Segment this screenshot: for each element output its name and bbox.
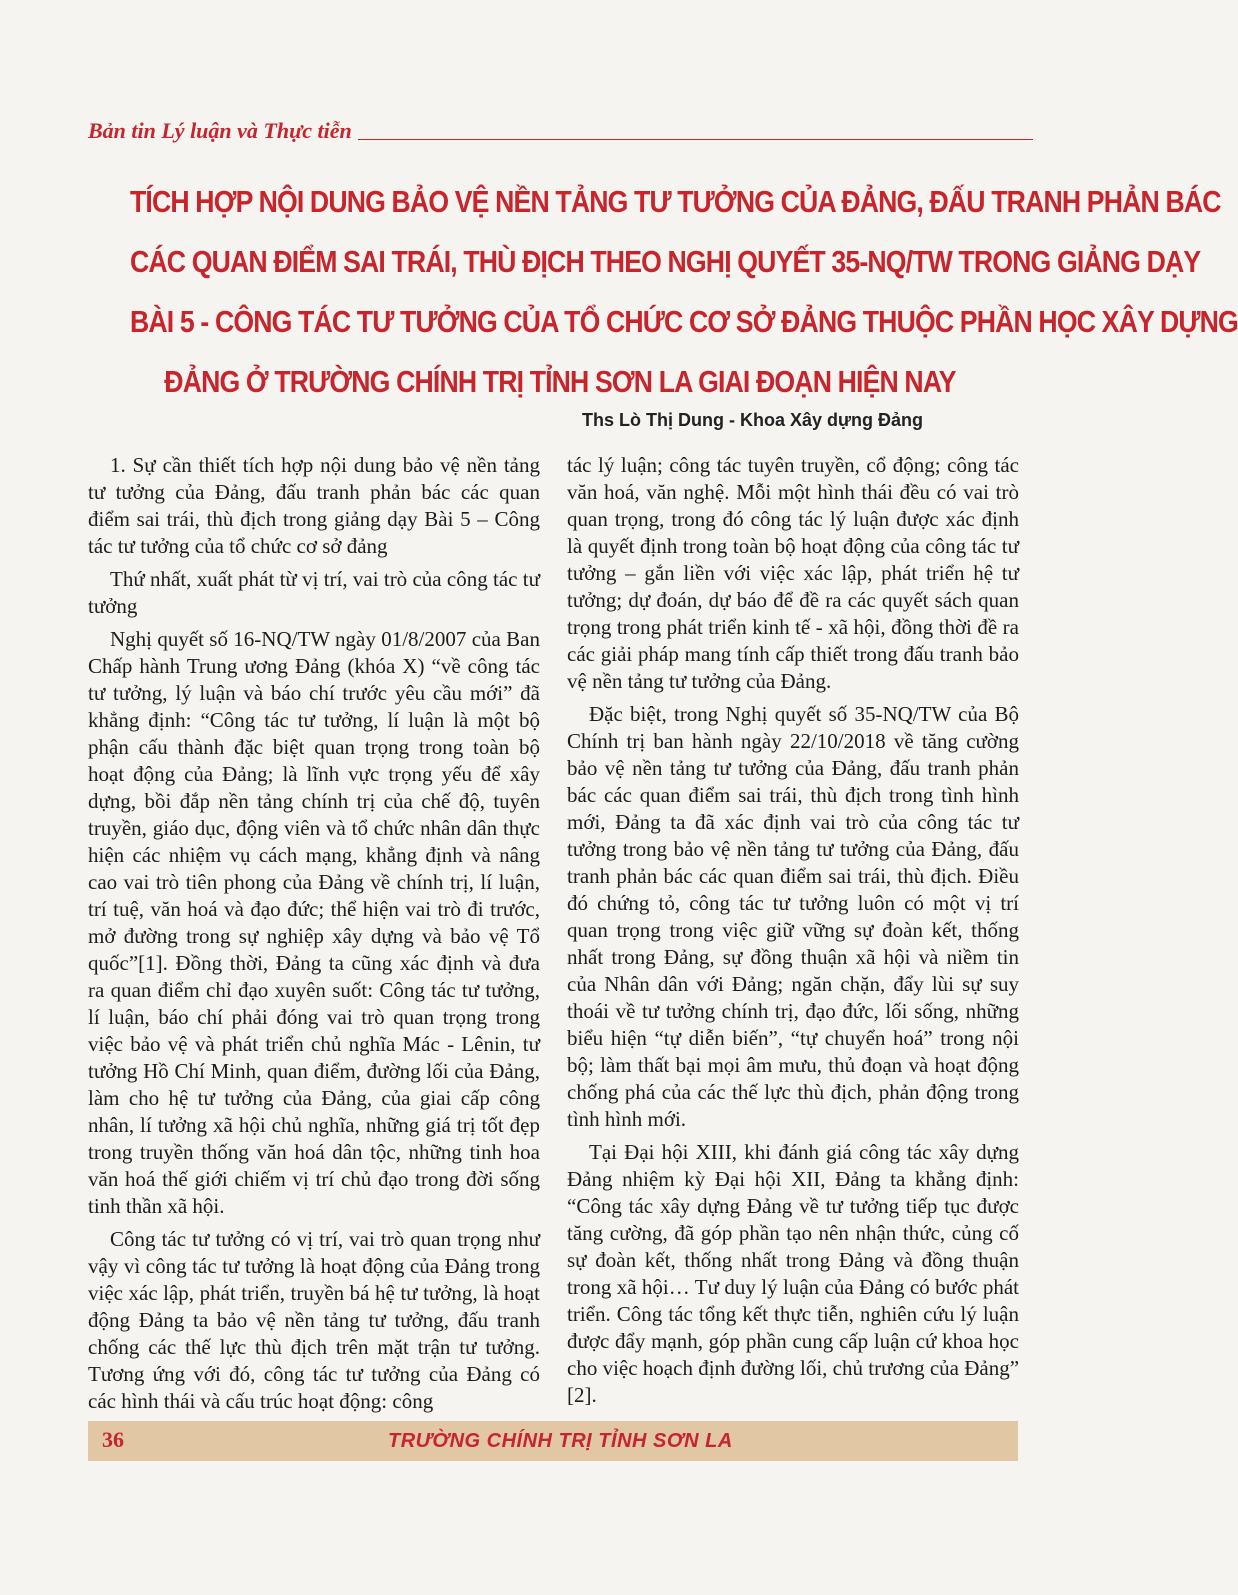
- page-header: [88, 118, 1033, 144]
- section-heading: 1. Sự cần thiết tích hợp nội dung bảo vệ nền tảng tư tưởng của Đảng, đấu tranh phản bác các quan điểm sai trái, thù địch trong giảng dạy Bài 5 – Công tác tư tưởng của tổ chức cơ sở đảng: [88, 453, 540, 558]
- body-paragraph: Nghị quyết số 16-NQ/TW ngày 01/8/2007 của Ban Chấp hành Trung ương Đảng (khóa X) “về công tác tư tưởng, lý luận và báo chí trước yêu cầu mới” đã khẳng định: “Công tác tư tưởng, lí luận là một bộ phận cấu thành đặc biệt quan trọng trong toàn bộ hoạt động của Đảng; là lĩnh vực trọng yếu để xây dựng, bồi đắp nền tảng chính trị của chế độ, tuyên truyền, giáo dục, động viên và tổ chức nhân dân thực hiện các nhiệm vụ cách mạng, khẳng định và nâng cao vai trò tiên phong của Đảng về chính trị, lí luận, trí tuệ, văn hoá và đạo đức; thể hiện vai trò đi trước, mở đường trong sự nghiệp xây dựng và bảo vệ Tổ quốc”[1]. Đồng thời, Đảng ta cũng xác định và đưa ra quan điểm chỉ đạo xuyên suốt: Công tác tư tưởng, lí luận, báo chí phải đóng vai trò quan trọng trong việc bảo vệ và phát triển chủ nghĩa Mác - Lênin, tư tưởng Hồ Chí Minh, quan điểm, đường lối của Đảng, làm cho hệ tư tưởng của Đảng, của giai cấp công nhân, lí tưởng xã hội chủ nghĩa, những giá trị tốt đẹp trong truyền thống văn hoá dân tộc, những tinh hoa văn hoá thế giới chiếm vị trí chủ đạo trong đời sống tinh thần xã hội.: [88, 627, 540, 1218]
- page-footer: [88, 1421, 1018, 1461]
- title-line: BÀI 5 - CÔNG TÁC TƯ TƯỞNG CỦA TỔ CHỨC CƠ SỞ ĐẢNG THUỘC PHẦN HỌC XÂY DỰNG: [130, 304, 1238, 339]
- body-paragraph: Công tác tư tưởng có vị trí, vai trò quan trọng như vậy vì công tác tư tưởng là hoạt động của Đảng trong việc xác lập, phát triển, truyền bá hệ tư tưởng, là hoạt động Đảng ta bảo vệ nền tảng tư tưởng, đấu tranh chống các thế lực thù địch trên mặt trận tư tưởng. Tương ứng với đó, công tác tư tưởng của Đảng có các hình thái và cấu trúc hoạt động: công: [88, 1227, 540, 1413]
- right-column: [567, 452, 1019, 1415]
- left-column: [88, 452, 540, 1421]
- body-paragraph: Đặc biệt, trong Nghị quyết số 35-NQ/TW của Bộ Chính trị ban hành ngày 22/10/2018 về tăng cường bảo vệ nền tảng tư tưởng của Đảng, đấu tranh phản bác các quan điểm sai trái, thù địch trong tình hình mới, Đảng ta đã xác định vai trò của công tác tư tưởng trong bảo vệ nền tảng tư tưởng của Đảng, đấu tranh phản bác các quan điểm sai trái, thù địch. Điều đó chứng tỏ, công tác tư tưởng luôn có một vị trí quan trọng trong việc giữ vững sự đoàn kết, thống nhất trong Đảng, sự đồng thuận xã hội và niềm tin của Nhân dân với Đảng; ngăn chặn, đẩy lùi sự suy thoái về tư tưởng chính trị, đạo đức, lối sống, những biểu hiện “tự diễn biến”, “tự chuyển hoá” trong nội bộ; làm thất bại mọi âm mưu, thủ đoạn và hoạt động chống phá của các thế lực thù địch, phản động trong tình hình mới.: [567, 702, 1019, 1131]
- publisher-name: TRƯỜNG CHÍNH TRỊ TỈNH SƠN LA: [388, 1430, 733, 1452]
- article-author: Ths Lò Thị Dung - Khoa Xây dựng Đảng: [581, 410, 923, 430]
- title-line: CÁC QUAN ĐIỂM SAI TRÁI, THÙ ĐỊCH THEO NGHỊ QUYẾT 35-NQ/TW TRONG GIẢNG DẠY: [130, 244, 1201, 279]
- page-number: 36: [102, 1427, 124, 1452]
- header-rule: [358, 139, 1033, 140]
- title-line: TÍCH HỢP NỘI DUNG BẢO VỆ NỀN TẢNG TƯ TƯỞNG CỦA ĐẢNG, ĐẤU TRANH PHẢN BÁC: [130, 184, 1221, 219]
- subsection-heading: Thứ nhất, xuất phát từ vị trí, vai trò của công tác tư tưởng: [88, 567, 540, 618]
- title-line: ĐẢNG Ở TRƯỜNG CHÍNH TRỊ TỈNH SƠN LA GIAI ĐOẠN HIỆN NAY: [164, 364, 956, 399]
- body-paragraph-continued: tác lý luận; công tác tuyên truyền, cổ động; công tác văn hoá, văn nghệ. Mỗi một hình thái đều có vai trò quan trọng, trong đó công tác lý luận được xác định là quyết định trong toàn bộ hoạt động của công tác tư tưởng – gắn liền với việc xác lập, phát triển hệ tư tưởng; dự đoán, dự báo để đề ra các quyết sách quan trọng trong phát triển kinh tế - xã hội, đồng thời đề ra các giải pháp mang tính cấp thiết trong đấu tranh bảo vệ nền tảng tư tưởng của Đảng.: [567, 453, 1019, 693]
- bulletin-name: Bản tin Lý luận và Thực tiễn: [88, 118, 352, 143]
- article-title: [130, 172, 1238, 412]
- body-paragraph: Tại Đại hội XIII, khi đánh giá công tác xây dựng Đảng nhiệm kỳ Đại hội XII, Đảng ta khẳng định: “Công tác xây dựng Đảng về tư tưởng tiếp tục được tăng cường, đã góp phần tạo nên nhận thức, củng cố sự đoàn kết, thống nhất trong Đảng và đồng thuận trong xã hội… Tư duy lý luận của Đảng có bước phát triển. Công tác tổng kết thực tiễn, nghiên cứu lý luận được đẩy mạnh, góp phần cung cấp luận cứ khoa học cho việc hoạch định đường lối, chủ trương của Đảng” [2].: [567, 1140, 1020, 1407]
